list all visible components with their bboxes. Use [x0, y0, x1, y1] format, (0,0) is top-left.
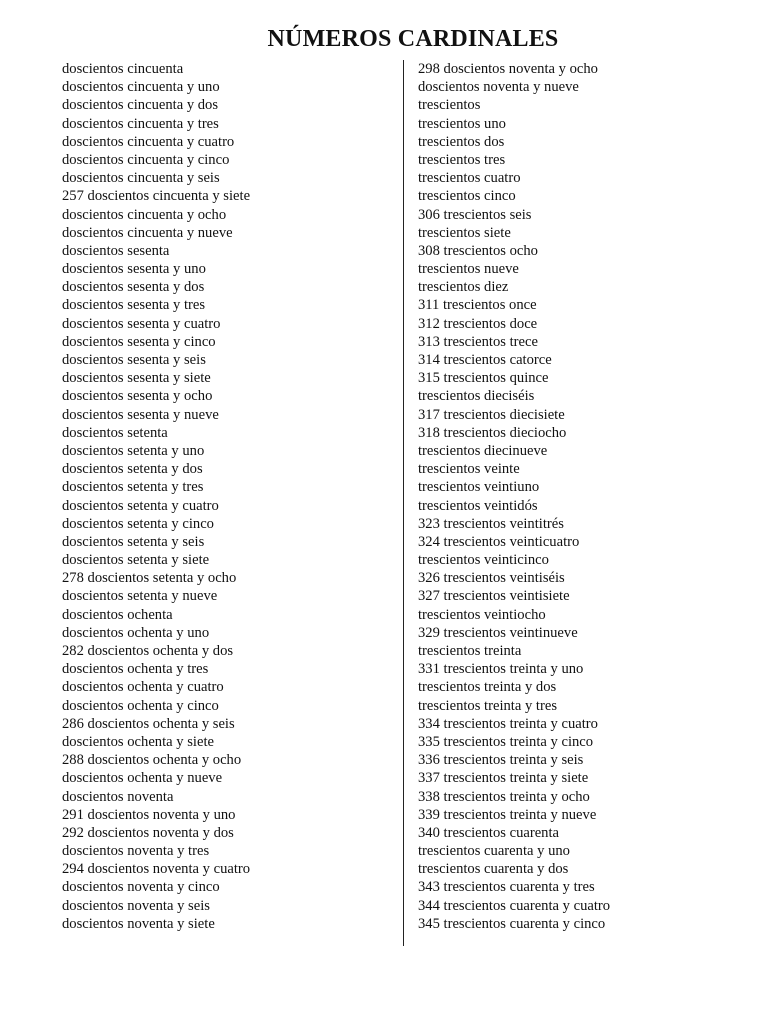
list-item: 323 trescientos veintitrés [418, 515, 564, 532]
list-item: 338 trescientos treinta y ocho [418, 788, 590, 805]
list-item: 317 trescientos diecisiete [418, 406, 565, 423]
list-item: doscientos sesenta y tres [62, 297, 206, 314]
list-item: trescientos cuarenta y dos [418, 861, 569, 878]
list-item: trescientos tres [418, 151, 506, 168]
list-item: 282 doscientos ochenta y dos [62, 643, 234, 659]
list-item: doscientos ochenta y tres [62, 661, 209, 678]
list-item: 345 trescientos cuarenta y cinco [418, 915, 606, 932]
list-item: doscientos setenta y tres [62, 479, 204, 496]
list-item: trescientos dos [418, 133, 505, 150]
list-item: 315 trescientos quince [418, 370, 549, 387]
list-item: 257 doscientos cincuenta y siete [62, 188, 251, 205]
list-item: 292 doscientos noventa y dos [62, 824, 234, 841]
list-item: trescientos diecinueve [418, 442, 548, 459]
list-item: 314 trescientos catorce [418, 352, 552, 368]
list-item: 288 doscientos ochenta y ocho [62, 752, 242, 769]
list-item: 335 trescientos treinta y cinco [418, 733, 594, 750]
list-item: trescientos nueve [418, 261, 519, 278]
list-item: doscientos setenta y cuatro [62, 497, 219, 514]
list-item: doscientos ochenta y cuatro [62, 679, 224, 696]
page-title: NÚMEROS CARDINALES [267, 26, 559, 52]
list-item: 326 trescientos veintiséis [418, 570, 565, 587]
left-column-list [62, 60, 250, 933]
list-item: doscientos setenta y dos [62, 461, 203, 478]
list-item: trescientos treinta [418, 643, 522, 659]
list-item: 331 trescientos treinta y uno [418, 661, 584, 678]
list-item: 291 doscientos noventa y uno [62, 806, 236, 823]
list-item: trescientos cinco [418, 188, 516, 205]
list-item: doscientos setenta y cinco [62, 515, 214, 532]
list-item: trescientos veintidós [418, 497, 538, 514]
list-item: doscientos sesenta y seis [62, 352, 206, 368]
list-item: trescientos [418, 97, 481, 114]
list-item: trescientos treinta y tres [418, 697, 557, 714]
list-item: trescientos treinta y dos [418, 679, 557, 696]
list-item: doscientos setenta y seis [62, 533, 205, 550]
list-item: trescientos diez [418, 279, 509, 296]
list-item: 311 trescientos once [418, 297, 537, 314]
list-item: doscientos setenta y nueve [62, 588, 218, 605]
list-item: doscientos cincuenta y uno [62, 79, 220, 96]
list-item: doscientos noventa y cinco [62, 879, 220, 896]
list-item: doscientos sesenta y cuatro [62, 315, 221, 332]
list-item: doscientos cincuenta [62, 61, 184, 77]
list-item: doscientos setenta y siete [62, 552, 210, 569]
list-item: trescientos veinticinco [418, 552, 549, 569]
list-item: doscientos cincuenta y tres [62, 115, 219, 132]
list-item: trescientos uno [418, 115, 506, 132]
list-item: doscientos setenta [62, 424, 168, 441]
list-item: trescientos veintiuno [418, 479, 540, 496]
column-divider [403, 60, 404, 946]
list-item: doscientos ochenta y nueve [62, 770, 223, 787]
list-item: 337 trescientos treinta y siete [418, 770, 589, 787]
list-item: doscientos cincuenta y dos [62, 97, 219, 114]
list-item: doscientos cincuenta y ocho [62, 206, 227, 223]
list-item: doscientos ochenta y siete [62, 733, 214, 750]
list-item: trescientos cuatro [418, 170, 521, 187]
list-item: 327 trescientos veintisiete [418, 588, 570, 605]
list-item: trescientos siete [418, 224, 511, 241]
list-item: 313 trescientos trece [418, 333, 538, 350]
list-item: 334 trescientos treinta y cuatro [418, 715, 598, 732]
list-item: 329 trescientos veintinueve [418, 624, 578, 641]
list-item: doscientos noventa y seis [62, 897, 210, 914]
list-item: 298 doscientos noventa y ocho [418, 61, 598, 77]
list-item: trescientos cuarenta y uno [418, 843, 570, 860]
list-item: trescientos veintiocho [418, 606, 546, 623]
list-item: doscientos sesenta y nueve [62, 406, 219, 423]
list-item: doscientos cincuenta y nueve [62, 224, 233, 241]
list-item: doscientos sesenta y ocho [62, 388, 213, 405]
list-item: doscientos ochenta y cinco [62, 697, 219, 714]
list-item: 294 doscientos noventa y cuatro [62, 861, 251, 878]
list-item: doscientos ochenta [62, 606, 173, 623]
list-item: 324 trescientos veinticuatro [418, 533, 580, 550]
list-item: 286 doscientos ochenta y seis [62, 715, 235, 732]
list-item: doscientos sesenta y siete [62, 370, 211, 387]
list-item: 343 trescientos cuarenta y tres [418, 879, 595, 896]
list-item: doscientos sesenta y cinco [62, 333, 216, 350]
list-item: 278 doscientos setenta y ocho [62, 570, 237, 587]
list-item: 344 trescientos cuarenta y cuatro [418, 897, 611, 914]
list-item: doscientos sesenta [62, 242, 170, 259]
list-item: doscientos setenta y uno [62, 442, 205, 459]
list-item: doscientos noventa y nueve [418, 79, 579, 96]
list-item: 306 trescientos seis [418, 206, 532, 223]
list-item: trescientos dieciséis [418, 388, 535, 405]
list-item: 308 trescientos ocho [418, 242, 538, 259]
list-item: 339 trescientos treinta y nueve [418, 806, 597, 823]
list-item: 340 trescientos cuarenta [418, 824, 560, 841]
list-item: 312 trescientos doce [418, 315, 538, 332]
list-item: doscientos noventa y tres [62, 843, 210, 860]
list-item: doscientos cincuenta y seis [62, 170, 220, 187]
list-item: doscientos ochenta y uno [62, 624, 210, 641]
list-item: 336 trescientos treinta y seis [418, 752, 584, 769]
list-item: doscientos noventa y siete [62, 915, 215, 932]
list-item: 318 trescientos dieciocho [418, 424, 567, 441]
list-item: doscientos cincuenta y cuatro [62, 133, 235, 150]
list-item: doscientos sesenta y uno [62, 261, 206, 278]
list-item: trescientos veinte [418, 461, 520, 478]
right-column-list [418, 60, 610, 933]
list-item: doscientos noventa [62, 788, 174, 805]
list-item: doscientos sesenta y dos [62, 279, 205, 296]
list-item: doscientos cincuenta y cinco [62, 151, 230, 168]
